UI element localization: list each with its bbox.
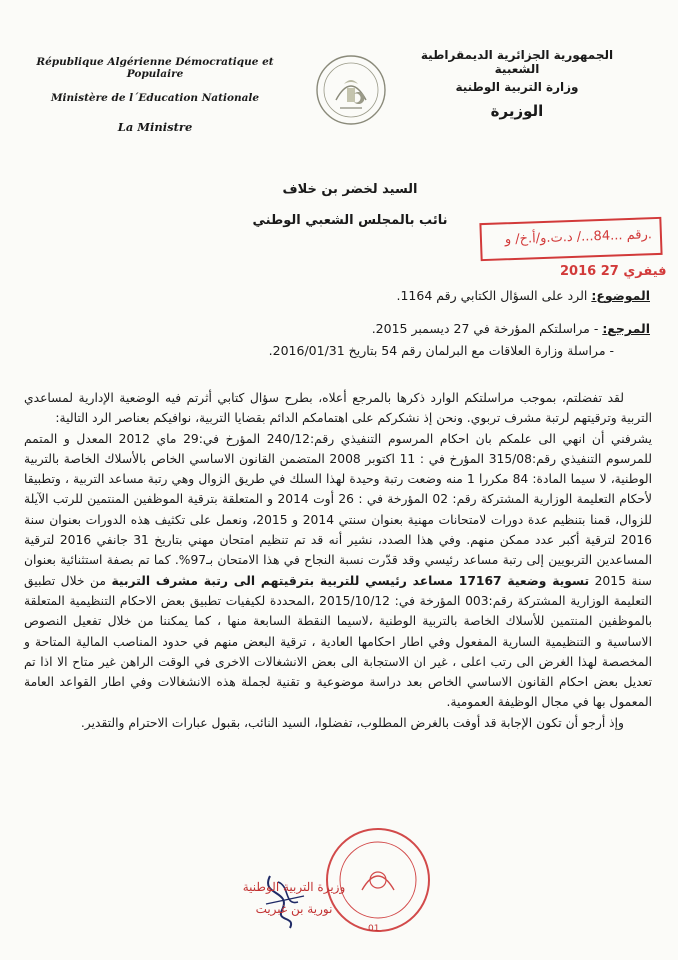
national-emblem-icon <box>314 50 388 132</box>
references-block <box>50 318 650 362</box>
body-paragraph-intro: لقد تفضلتم، بموجب مراسلتكم الوارد ذكرها بالمرجع أعلاه، بطرح سؤال كتابي أثرتم فيه الوضعية الإدارية لمساعدي التربية وترقيتهم لرتبة مشرف تربوي. ونحن إذ نشكركم على اهتمامكم الدائم بقضايا التربية، نوافيكم بعناصر الرد التالية: <box>24 391 652 426</box>
office-title-fr: La Ministre <box>117 120 193 134</box>
header-french <box>20 56 290 134</box>
office-title-ar: الوزيرة <box>490 102 544 120</box>
republic-name-fr: République Algérienne Démocratique et Populaire <box>36 56 274 80</box>
registration-number: رقم ...84.../ د.ت.و/أ.خ/ و. <box>504 227 653 248</box>
addressee-block <box>200 182 500 228</box>
subject-line <box>50 288 650 303</box>
seal-name-line-1: وزيرة التربية الوطنية <box>242 880 346 894</box>
addressee-title: نائب بالمجلس الشعبي الوطني <box>252 213 448 228</box>
references-label: المرجع: <box>602 321 650 336</box>
seal-name <box>224 876 364 920</box>
body-paragraph-closing: وإذ أرجو أن تكون الإجابة قد أوفت بالغرض المطلوب، تفضلوا، السيد النائب، بقبول عبارات الاحترام والتقدير. <box>80 715 624 730</box>
ministry-name-ar: وزارة التربية الوطنية <box>455 80 579 94</box>
letter-body <box>24 388 652 733</box>
body-main-part-2: من خلال تطبيق التعليمة الوزارية المشتركة رقم:003 المؤرخة في: 2015/10/12 ،المحددة لكيفيات تطبيق بعض الاحكام التنظيمية المتعلقة بالموظفين المنتمين للأسلاك الخاصة بالتربية الوطنية ،لاسيما النقطة السابعة منها ، كما يمكننا من خلال تفعيل النصوص الاساسية و التنظيمية السارية المفعول وفي اطار احكامها العادية ، ترقية البعض منهم في حدود المناصب المالية المتاحة و المخصصة لهذا الغرض الى رتب اعلى ، غير ان الاستجابة الى بعض الانشغالات الاخرى في الوقت الراهن غير متاح الا اذا تم تعديل بعض احكام القانون الاساسي الخاص بعد دراسة موضوعية و تقنية لجملة هذه الانشغالات وفي اطار القواعد العامة المعمول بها في مجال الوظيفة العمومية. <box>24 573 652 710</box>
body-main-part-1: يشرفني أن انهي الى علمكم بان احكام المرسوم التنفيذي رقم:240/12 المؤرخ في:29 ماي 2012 المعدل و المتمم للمرسوم التنفيذي رقم:315/08 المؤرخ في : 11 اكتوبر 2008 المتضمن القانون الاساسي الخاص بالأسلاك الخاصة بالتربية الوطنية، لا سيما المادة: 84 مكررا 1 منه وضعت رتبة وحيدة لهذا السلك في طريق الزوال وهي رتبة مساعد التربية ، وتطبيقا لأحكام التعليمة الوزارية المشتركة رقم: 02 المؤرخة في : 26 أوت 2014 و المتعلقة بترقية الموظفين المنتمين للرتب الآيلة للزوال، قمنا بتنظيم عدة دورات لامتحانات مهنية بعنوان سنتي 2014 و 2015، ونعمل على تكثيف هذه الدورات بعنوان سنة 2016 لترقية أكبر عدد ممكن منهم. وفي هذا الصدد، نشير أنه قد تم تنظيم امتحان مهني بتاريخ 31 جانفي 2016 لترقية المساعدين التربويين إلى رتبة مساعد رئيسي وقد قدّرت نسبة النجاح في هذا الامتحان بـ97%. كما تم بصفة استثنائية بعنوان سنة 2015 <box>24 431 653 588</box>
received-date-stamp: 2016 فيفري 27 <box>560 264 667 279</box>
header-arabic <box>402 48 632 120</box>
seal-number: 01 <box>368 924 380 934</box>
registration-stamp <box>479 217 662 261</box>
republic-name-ar: الجمهورية الجزائرية الديمقراطية الشعبية <box>420 48 614 76</box>
ministry-name-fr: Ministère de l´Education Nationale <box>50 92 260 104</box>
subject-label: الموضوع: <box>591 288 650 303</box>
reference-item-2: - مراسلة وزارة العلاقات مع البرلمان رقم 54 بتاريخ 2016/01/31. <box>268 343 614 358</box>
seal-name-line-2: نورية بن غبريت <box>255 902 333 916</box>
body-paragraph-main <box>24 429 652 713</box>
body-main-highlight: تسوية وضعية 17167 مساعد رئيسي للتربية بترقيتهم الى رتبة مشرف التربية <box>111 573 590 588</box>
subject-text: الرد على السؤال الكتابي رقم 1164. <box>396 288 592 303</box>
addressee-name: السيد لخضر بن خلاف <box>282 182 418 197</box>
reference-item-1: - مراسلتكم المؤرخة في 27 ديسمبر 2015. <box>371 321 603 336</box>
